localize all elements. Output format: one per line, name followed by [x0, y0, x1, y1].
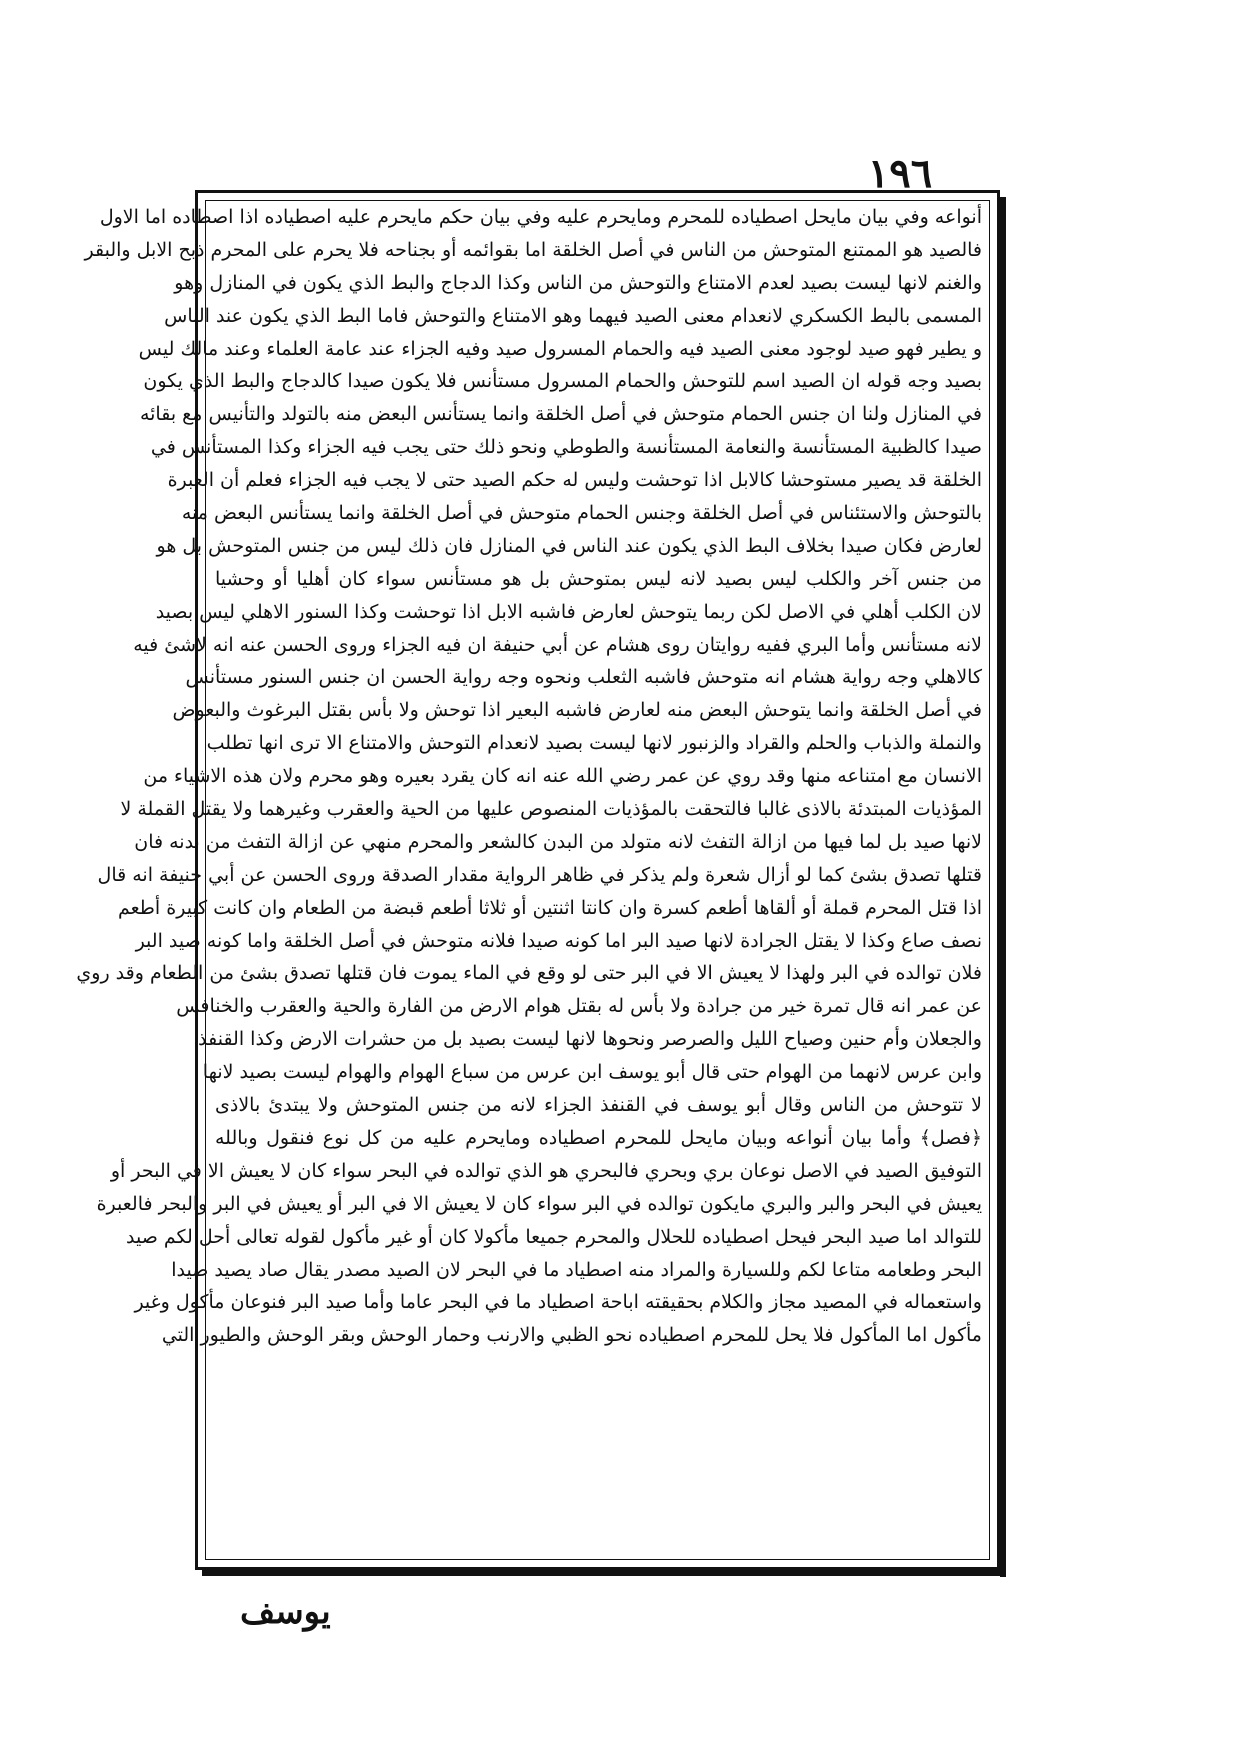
- text-line: صيدا كالظبية المستأنسة والنعامة المستأنسة والطوطي ونحو ذلك حتى يجب فيه الجزاء وكذا المستأنس في: [150, 436, 982, 459]
- text-line: لانه مستأنس وأما البري ففيه روايتان روى هشام عن أبي حنيفة ان فيه الجزاء وروى الحسن عنه انه لاشئ فيه: [133, 633, 982, 656]
- text-line: بصيد وجه قوله ان الصيد اسم للتوحش والحمام المسرول مستأنس فلا يكون صيدا كالدجاج والبط الذي يكون: [143, 370, 982, 393]
- text-line: ﴿فصل﴾ وأما بيان أنواعه وبيان مايحل للمحرم اصطياده ومايحرم عليه من كل نوع فنقول وبالله: [215, 1126, 982, 1149]
- text-line: أنواعه وفي بيان مايحل اصطياده للمحرم ومايحرم عليه وفي بيان حكم مايحرم عليه اصطياده اذا اصطاده اما الاول: [99, 206, 982, 228]
- catchword: يوسف: [240, 1592, 331, 1632]
- text-line: نصف صاع وكذا لا يقتل الجرادة لانها صيد البر اما كونه صيدا فلانه متوحش في أصل الخلقة واما كونه صيد البر: [135, 929, 982, 952]
- text-line: المؤذيات المبتدئة بالاذى غالبا فالتحقت بالمؤذيات المنصوص عليها من الحية والعقرب وغيرهما ولا يقتل القملة لا: [120, 798, 982, 821]
- text-line: عن عمر انه قال تمرة خير من جرادة ولا بأس له بقتل هوام الارض من الفارة والحية والعقرب والخنافس: [176, 995, 982, 1018]
- text-line: لان الكلب أهلي في الاصل لكن ربما يتوحش لعارض فاشبه الابل اذا توحشت وكذا السنور الاهلي ليس بصيد: [155, 600, 982, 623]
- frame-shadow-bottom: [202, 1570, 1006, 1576]
- text-line: للتوالد اما صيد البحر فيحل اصطياده للحلال والمحرم جميعا مأكولا كان أو غير مأكول لقوله تعالى أحل لكم صيد: [126, 1225, 982, 1248]
- text-line: وابن عرس لانهما من الهوام حتى قال أبو يوسف ابن عرس من سباع الهوام والهوام ليست بصيد لانها: [202, 1061, 982, 1084]
- text-line: لانها صيد بل لما فيها من ازالة التفث لانه متولد من البدن كالشعر والمحرم منهي عن ازالة التفث من بدنه فان: [134, 830, 982, 853]
- text-line: لعارض فكان صيدا بخلاف البط الذي يكون عند الناس في المنازل فان ذلك ليس من جنس المتوحش بل هو: [156, 534, 982, 557]
- frame-shadow-right: [1000, 197, 1006, 1577]
- page-number: ١٩٦: [867, 150, 933, 197]
- text-line: بالتوحش والاستئناس في أصل الخلقة وجنس الحمام متوحش في أصل الخلقة وانما يستأنس البعض منه: [181, 502, 982, 525]
- text-line: لا تتوحش من الناس وقال أبو يوسف في القنفذ الجزاء لانه من جنس المتوحش ولا يبتدئ بالاذى: [215, 1094, 982, 1117]
- text-line: واستعماله في المصيد مجاز والكلام بحقيقته اباحة اصطياد ما في البحر عاما وأما صيد البر فنوعان مأكول وغير: [134, 1291, 982, 1314]
- text-line: قتلها تصدق بشئ كما لو أزال شعرة ولم يذكر في ظاهر الرواية مقدار الصدقة وروى الحسن عن أبي حنيفة انه قال: [97, 863, 982, 886]
- text-line: والنملة والذباب والحلم والقراد والزنبور لانها ليست بصيد لانعدام التوحش والامتناع الا ترى انها تطلب: [206, 732, 982, 755]
- text-line: اذا قتل المحرم قملة أو ألقاها أطعم كسرة وان كانتا اثنتين أو ثلاثا أطعم قبضة من الطعام وان كانت كبيرة أطعم: [118, 896, 982, 919]
- text-line: الانسان مع امتناعه منها وقد روي عن عمر رضي الله عنه انه كان يقرد بعيره وهو محرم ولان هذه الاشياء من: [143, 765, 982, 788]
- text-line: في المنازل ولنا ان جنس الحمام متوحش في أصل الخلقة وانما يستأنس البعض منه بالتولد والتأنيس مع بقائه: [139, 403, 982, 426]
- text-line: يعيش في البحر والبر والبري مايكون توالده في البر سواء كان لا يعيش الا في البر أو يعيش في البر والبحر فالعبرة: [96, 1192, 982, 1215]
- text-line: كالاهلي وجه رواية هشام انه متوحش فاشبه الثعلب ونحوه وجه رواية الحسن ان جنس السنور مستأنس: [185, 666, 982, 689]
- text-line: مأكول اما المأكول فلا يحل للمحرم اصطياده نحو الظبي والارنب وحمار الوحش وبقر الوحش والطيور التي: [161, 1324, 982, 1347]
- text-line: في أصل الخلقة وانما يتوحش البعض منه لعارض فاشبه البعير اذا توحش ولا بأس بقتل البرغوث والبعوض: [172, 699, 982, 722]
- text-line: و يطير فهو صيد لوجود معنى الصيد فيه والحمام المسرول صيد وفيه الجزاء عند عامة العلماء وعند مالك ليس: [138, 337, 982, 360]
- text-block: [76, 201, 982, 1551]
- text-line: والجعلان وأم حنين وصياح الليل والصرصر ونحوها لانها ليست بصيد بل من حشرات الارض وكذا القنفذ: [198, 1028, 982, 1051]
- text-line: الخلقة قد يصير مستوحشا كالابل اذا توحشت وليس له حكم الصيد حتى لا يجب فيه الجزاء فعلم أن العبرة: [167, 469, 982, 492]
- text-line: من جنس آخر والكلب ليس بصيد لانه ليس بمتوحش بل هو مستأنس سواء كان أهليا أو وحشيا: [215, 567, 982, 590]
- text-line: والغنم لانها ليست بصيد لعدم الامتناع والتوحش من الناس وكذا الدجاج والبط الذي يكون في المنازل وهو: [174, 271, 982, 294]
- text-line: فالصيد هو الممتنع المتوحش من الناس في أصل الخلقة اما بقوائمه أو بجناحه فلا يحرم على المحرم ذبح الابل والبقر: [84, 238, 982, 261]
- text-line: التوفيق الصيد في الاصل نوعان بري وبحري فالبحري هو الذي توالده في البحر سواء كان لا يعيش الا في البحر أو: [110, 1159, 982, 1182]
- text-line: المسمى بالبط الكسكري لانعدام معنى الصيد فيهما وهو الامتناع والتوحش فاما البط الذي يكون عند الناس: [164, 304, 982, 327]
- text-line: البحر وطعامه متاعا لكم وللسيارة والمراد منه اصطياد ما في البحر لان الصيد مصدر يقال صاد يصيد صيدا: [171, 1258, 982, 1281]
- text-line: فلان توالده في البر ولهذا لا يعيش الا في البر حتى لو وقع في الماء يموت فان قتلها تصدق بشئ من الطعام وقد روي: [76, 962, 982, 985]
